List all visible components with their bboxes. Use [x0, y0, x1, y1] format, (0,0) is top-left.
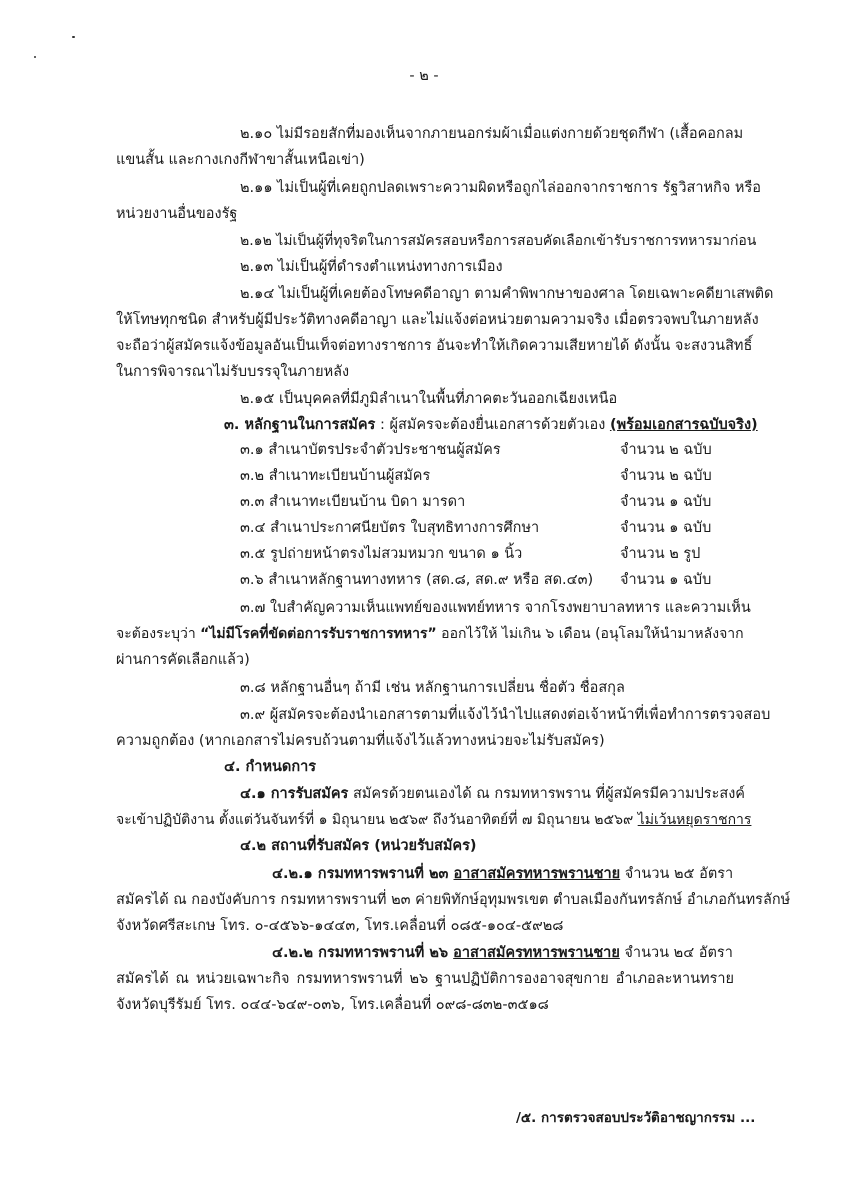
item-4-2-1-line-2: สมัครได้ ณ กองบังคับการ กรมทหารพรานที่ ๒๓ ค่ายพิทักษ์อุทุมพรเขต ตำบลเมืองกันทรลักษ์ อำเภอกันทรลักษ์ [116, 892, 791, 908]
item-4-2-heading: ๔.๒ สถานที่รับสมัคร (หน่วยรับสมัคร) [240, 838, 477, 854]
item-2-14-line-3: จะถือว่าผู้สมัครแจ้งข้อมูลอันเป็นเท็จต่อทางราชการ อันจะทำให้เกิดความเสียหายได้ ดังนั้น จะสงวนสิทธิ์ [116, 338, 753, 354]
item-2-12: ๒.๑๒ ไม่เป็นผู้ที่ทุจริตในการสมัครสอบหรือการสอบคัดเลือกเข้ารับราชการทหารมาก่อน [240, 233, 757, 249]
item-4-2-1-position: อาสาสมัครทหารพรานชาย [453, 866, 621, 882]
item-3-7-suffix: ออกไว้ให้ ไม่เกิน ๖ เดือน (อนุโลมให้นำมาหลังจาก [436, 626, 744, 642]
item-4-2-2-line-3: จังหวัดบุรีรัมย์ โทร. ๐๔๔-๖๔๙-๐๓๖, โทร.เคลื่อนที่ ๐๙๘-๘๓๒-๓๕๑๘ [116, 997, 549, 1013]
doc-item-count: จำนวน ๑ ฉบับ [620, 572, 712, 588]
section-3-title: ๓. หลักฐานในการสมัคร [224, 417, 376, 433]
doc-item-count: จำนวน ๒ ฉบับ [620, 468, 712, 484]
item-3-8: ๓.๘ หลักฐานอื่นๆ ถ้ามี เช่น หลักฐานการเปลี่ยน ชื่อตัว ชื่อสกุล [240, 680, 625, 696]
item-4-2-2-line-2: สมัครได้ ณ หน่วยเฉพาะกิจ กรมทหารพรานที่ ๒๖ ฐานปฏิบัติการองอาจสุขกาย อำเภอละหานทราย [116, 971, 734, 987]
item-3-7-medical-requirement: “ไม่มีโรคที่ขัดต่อการรับราชการทหาร” [200, 626, 437, 642]
section-3-instruction: : ผู้สมัครจะต้องยื่นเอกสารด้วยตัวเอง [375, 417, 610, 433]
item-3-9-line-2: ความถูกต้อง (หากเอกสารไม่ครบถ้วนตามที่แจ้งไว้แล้วทางหน่วยจะไม่รับสมัคร) [116, 733, 605, 749]
item-2-15: ๒.๑๕ เป็นบุคคลที่มีภูมิลำเนาในพื้นที่ภาคตะวันออกเฉียงเหนือ [240, 391, 618, 407]
item-2-14-line-4: ในการพิจารณาไม่รับบรรจุในภายหลัง [116, 364, 350, 380]
item-4-1-no-holiday-note: ไม่เว้นหยุดราชการ [637, 812, 752, 828]
next-page-continuation: /๕. การตรวจสอบประวัติอาชญากรรม ... [516, 1110, 756, 1126]
page-number: - ๒ - [409, 68, 439, 84]
item-4-2-2-unit: ๔.๒.๒ กรมทหารพรานที่ ๒๖ [272, 945, 454, 961]
scan-speck [72, 36, 75, 38]
item-2-14-line-1: ๒.๑๔ ไม่เป็นผู้ที่เคยต้องโทษคดีอาญา ตามคำพิพากษาของศาล โดยเฉพาะคดียาเสพติด [240, 286, 774, 302]
doc-item-label: ๓.๒ สำเนาทะเบียนบ้านผู้สมัคร [240, 468, 431, 484]
item-4-2-1-quota: จำนวน ๒๕ อัตรา [620, 866, 734, 882]
scan-speck [34, 56, 36, 58]
doc-item-label: ๓.๕ รูปถ่ายหน้าตรงไม่สวมหมวก ขนาด ๑ นิ้ว [240, 546, 523, 562]
item-4-2-2-quota: จำนวน ๒๔ อัตรา [619, 945, 733, 961]
section-4-heading: ๔. กำหนดการ [224, 759, 317, 775]
item-3-7-prefix: จะต้องระบุว่า [116, 626, 201, 642]
doc-item-count: จำนวน ๑ ฉบับ [620, 520, 712, 536]
item-2-11-line-1: ๒.๑๑ ไม่เป็นผู้ที่เคยถูกปลดเพราะความผิดหรือถูกไล่ออกจากราชการ รัฐวิสาหกิจ หรือ [240, 180, 761, 196]
doc-item-label: ๓.๑ สำเนาบัตรประจำตัวประชาชนผู้สมัคร [240, 442, 501, 458]
doc-item-label: ๓.๖ สำเนาหลักฐานทางทหาร (สด.๘, สด.๙ หรือ สด.๔๓) [240, 572, 594, 588]
item-3-9-line-1: ๓.๙ ผู้สมัครจะต้องนำเอกสารตามที่แจ้งไว้นำไปแสดงต่อเจ้าหน้าที่เพื่อทำการตรวจสอบ [240, 707, 771, 723]
item-4-1-title: ๔.๑ การรับสมัคร [240, 786, 349, 802]
item-4-2-2-line-1 [272, 943, 733, 963]
item-4-2-1-unit: ๔.๒.๑ กรมทหารพรานที่ ๒๓ [272, 866, 454, 882]
item-3-7-line-1: ๓.๗ ใบสำคัญความเห็นแพทย์ของแพทย์ทหาร จากโรงพยาบาลทหาร และความเห็น [240, 600, 751, 616]
item-2-10-line-2: แขนสั้น และกางเกงกีฬาขาสั้นเหนือเข่า) [116, 152, 365, 168]
item-3-7-line-2 [116, 624, 744, 644]
doc-item-label: ๓.๓ สำเนาทะเบียนบ้าน บิดา มารดา [240, 494, 466, 510]
item-4-2-1-line-1 [272, 864, 733, 884]
item-4-1-text: สมัครด้วยตนเองได้ ณ กรมทหารพราน ที่ผู้สมัครมีความประสงค์ [348, 786, 745, 802]
item-4-1-line-2 [116, 810, 751, 830]
item-4-1-line-1 [240, 784, 745, 804]
doc-item-count: จำนวน ๑ ฉบับ [620, 494, 712, 510]
item-4-2-2-position: อาสาสมัครทหารพรานชาย [453, 945, 620, 961]
doc-item-label: ๓.๔ สำเนาประกาศนียบัตร ใบสุทธิทางการศึกษา [240, 520, 540, 536]
doc-item-count: จำนวน ๒ รูป [620, 546, 701, 562]
item-2-10-line-1: ๒.๑๐ ไม่มีรอยสักที่มองเห็นจากภายนอกร่มผ้าเมื่อแต่งกายด้วยชุดกีฬา (เสื้อคอกลม [240, 126, 744, 142]
item-2-14-line-2: ให้โทษทุกชนิด สำหรับผู้มีประวัติทางคดีอาญา และไม่แจ้งต่อหน่วยตามความจริง เมื่อตรวจพบในภายหลัง [116, 312, 759, 328]
item-3-7-line-3: ผ่านการคัดเลือกแล้ว) [116, 652, 250, 668]
item-4-2-1-line-3: จังหวัดศรีสะเกษ โทร. ๐-๔๕๖๖-๑๔๔๓, โทร.เคลื่อนที่ ๐๘๕-๑๐๔-๕๙๒๘ [116, 918, 564, 934]
item-4-1-dates: จะเข้าปฏิบัติงาน ตั้งแต่วันจันทร์ที่ ๑ มิถุนายน ๒๕๖๙ ถึงวันอาทิตย์ที่ ๗ มิถุนายน ๒๕๖๙ [116, 812, 638, 828]
item-2-13: ๒.๑๓ ไม่เป็นผู้ที่ดำรงตำแหน่งทางการเมือง [240, 259, 503, 275]
section-3-heading [224, 415, 758, 435]
section-3-original-docs-note: (พร้อมเอกสารฉบับจริง) [609, 417, 758, 433]
doc-item-count: จำนวน ๒ ฉบับ [620, 442, 712, 458]
item-2-11-line-2: หน่วยงานอื่นของรัฐ [116, 206, 238, 222]
